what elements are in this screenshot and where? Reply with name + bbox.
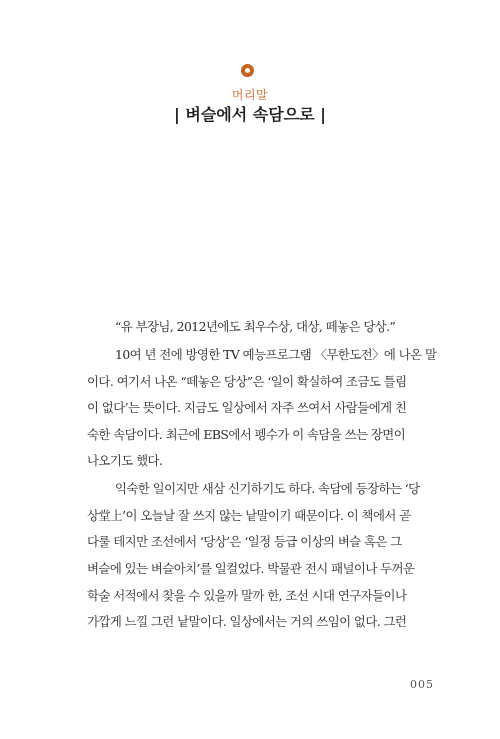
chapter-ring-icon — [241, 64, 254, 77]
body-line: 상堂上’이 오늘날 잘 쓰지 않는 낱말이기 때문이다. 이 책에서 곧 — [87, 508, 411, 523]
body-line: 가깝게 느낄 그런 낱말이다. 일상에서는 거의 쓰임이 없다. 그런 — [87, 614, 407, 629]
body-line: 벼슬에 있는 벼슬아치’를 일컬었다. 박물관 전시 패널이나 두꺼운 — [87, 561, 415, 576]
body-line: 숙한 속담이다. 최근에 EBS에서 펭수가 이 속담을 쓰는 장면이 — [87, 427, 406, 442]
body-line: 나오기도 했다. — [87, 453, 163, 468]
body-line: 10여 년 전에 방영한 TV 예능프로그램 〈무한도전〉에 나온 말 — [115, 347, 437, 362]
chapter-label: 머리말 — [231, 88, 269, 102]
body-line: 이다. 여기서 나온 “떼놓은 당상”은 ‘일이 확실하여 조금도 틀림 — [87, 374, 407, 389]
body-line: 다룰 테지만 조선에서 ‘당상’은 ‘일정 등급 이상의 벼슬 혹은 그 — [87, 534, 402, 549]
body-line: “유 부장님, 2012년에도 최우수상, 대상, 떼놓은 당상.” — [115, 319, 396, 334]
body-line: 학술 서적에서 찾을 수 있을까 말까 한, 조선 시대 연구자들이나 — [87, 588, 407, 603]
chapter-title: | 벼슬에서 속담으로 | — [173, 105, 327, 124]
page-number: 005 — [410, 678, 434, 691]
body-line: 이 없다’는 뜻이다. 지금도 일상에서 자주 쓰여서 사람들에게 친 — [87, 400, 407, 415]
body-line: 익숙한 일이지만 새삼 신기하기도 하다. 속담에 등장하는 ‘당 — [115, 481, 420, 496]
